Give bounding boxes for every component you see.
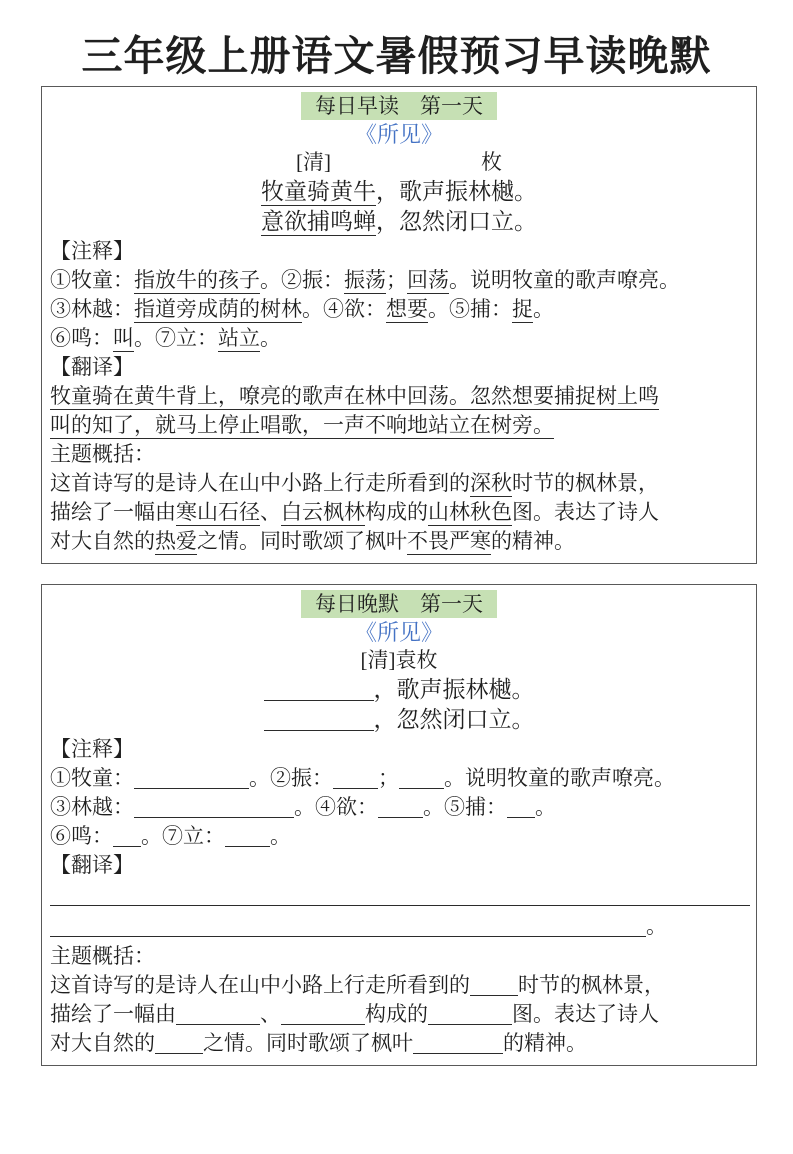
text-run: 。⑦立： [134, 326, 218, 350]
morning-header-row [50, 92, 748, 121]
morning-note-line-2 [50, 295, 748, 324]
fill-in-blank [470, 975, 518, 996]
text-run: 。 [646, 914, 667, 938]
morning-poem-line-1 [50, 177, 748, 207]
morning-poem-title: 《所见》 [354, 122, 443, 147]
fill-in-blank [399, 768, 444, 789]
morning-poem-line-2 [50, 207, 748, 237]
text-run: 。 [270, 824, 291, 848]
page-title: 三年级上册语文暑假预习早读晚默 [81, 33, 712, 79]
fill-in-blank [50, 916, 646, 937]
evening-theme-line-3 [50, 1029, 748, 1058]
text-run: 对大自然的 [50, 529, 155, 553]
fill-in-blank [281, 1004, 365, 1025]
author-name-fragment: 枚 [481, 150, 502, 174]
fill-in-blank [176, 1004, 260, 1025]
fill-in-blank [333, 768, 378, 789]
text-run: 。④欲： [302, 297, 386, 321]
text-run: 捉 [512, 297, 533, 321]
evening-translation-blank-line-1 [50, 880, 748, 911]
text-run: 叫的知了，就马上停止唱歌，一声不响地站立在树旁。 [50, 413, 554, 437]
fill-in-blank [50, 885, 750, 906]
text-run: 不畏严寒 [407, 529, 491, 553]
fill-in-blank [155, 1033, 203, 1054]
text-run: 牧童骑在黄牛背上，嘹亮的歌声在林中回荡。忽然想要捕捉树上鸣 [50, 384, 659, 408]
evening-theme-line-2 [50, 1000, 748, 1029]
morning-author-line [50, 148, 748, 177]
text-run: 、 [260, 500, 281, 524]
text-run: 。 [535, 795, 556, 819]
fill-in-blank [134, 768, 249, 789]
text-run: 时节的枫林景， [518, 973, 665, 997]
text-run: 。②振： [260, 268, 344, 292]
morning-theme-line-3 [50, 527, 748, 556]
text-run: 。②振： [249, 766, 333, 790]
fill-in-blank [264, 680, 374, 701]
text-run: 寒山石径 [176, 500, 260, 524]
evening-translation-blank-line-2 [50, 911, 748, 942]
text-run: 对大自然的 [50, 1031, 155, 1055]
text-run: 想要 [386, 297, 428, 321]
text-run: 。说明牧童的歌声嘹亮。 [444, 766, 675, 790]
text-run: 。⑤捕： [423, 795, 507, 819]
morning-header-badge: 每日早读 第一天 [301, 92, 497, 120]
text-run: ，忽然闭口立。 [376, 209, 537, 234]
evening-note-line-2 [50, 793, 748, 822]
text-run: ，歌声振林樾。 [376, 179, 537, 204]
text-run: 的精神。 [503, 1031, 587, 1055]
text-run: 深秋 [470, 471, 512, 495]
text-run: 山林秋色 [428, 500, 512, 524]
evening-theme-line-1 [50, 971, 748, 1000]
evening-notes-label: 【注释】 [50, 737, 134, 761]
text-run: ③林越： [50, 297, 134, 321]
evening-note-line-3 [50, 822, 748, 851]
evening-author-line: [清]袁枚 [360, 648, 438, 672]
evening-poem-title: 《所见》 [354, 620, 443, 645]
text-run: 、 [260, 1002, 281, 1026]
text-run: 这首诗写的是诗人在山中小路上行走所看到的 [50, 973, 470, 997]
text-run: 时节的枫林景， [512, 471, 659, 495]
fill-in-blank [507, 797, 535, 818]
evening-dictation-card [41, 584, 757, 1066]
text-run: 之情。同时歌颂了枫叶 [197, 529, 407, 553]
text-run: ； [378, 766, 399, 790]
text-run: 。 [260, 326, 281, 350]
text-run: 。 [533, 297, 554, 321]
text-run: ，忽然闭口立。 [373, 707, 535, 732]
text-run: ①牧童： [50, 766, 134, 790]
text-run: 的精神。 [491, 529, 575, 553]
morning-theme-label: 主题概括： [50, 442, 155, 466]
evening-theme-label: 主题概括： [50, 944, 155, 968]
evening-translation-label: 【翻译】 [50, 853, 134, 877]
text-run: 这首诗写的是诗人在山中小路上行走所看到的 [50, 471, 470, 495]
text-run: 描绘了一幅由 [50, 500, 176, 524]
text-run: 。⑦立： [141, 824, 225, 848]
morning-note-line-1 [50, 266, 748, 295]
text-run: ⑥鸣： [50, 824, 113, 848]
fill-in-blank [413, 1033, 503, 1054]
text-run: 构成的 [365, 500, 428, 524]
fill-in-blank [264, 710, 374, 731]
text-run: ③林越： [50, 795, 134, 819]
evening-note-line-1 [50, 764, 748, 793]
text-run: 图。表达了诗人 [512, 1002, 659, 1026]
text-run: 站立 [218, 326, 260, 350]
text-run: 图。表达了诗人 [512, 500, 659, 524]
text-run: 。④欲： [294, 795, 378, 819]
morning-notes-label: 【注释】 [50, 239, 134, 263]
fill-in-blank [428, 1004, 512, 1025]
fill-in-blank [134, 797, 294, 818]
morning-translation-label: 【翻译】 [50, 355, 134, 379]
text-run: ，歌声振林樾。 [373, 677, 535, 702]
morning-note-line-3 [50, 324, 748, 353]
evening-poem-line-2 [50, 705, 748, 735]
text-run: ⑥鸣： [50, 326, 113, 350]
text-run: 牧童骑黄牛 [261, 179, 376, 204]
morning-theme-line-1 [50, 469, 748, 498]
fill-in-blank [113, 826, 141, 847]
text-run: 回荡 [407, 268, 449, 292]
text-run: 之情。同时歌颂了枫叶 [203, 1031, 413, 1055]
fill-in-blank [225, 826, 270, 847]
text-run: 。⑤捕： [428, 297, 512, 321]
text-run: 热爱 [155, 529, 197, 553]
evening-poem-line-1 [50, 675, 748, 705]
text-run: 指道旁成荫的树林 [134, 297, 302, 321]
text-run: 振荡 [344, 268, 386, 292]
text-run: ①牧童： [50, 268, 134, 292]
text-run: 意欲捕鸣蝉 [261, 209, 376, 234]
evening-header-badge: 每日晚默 第一天 [301, 590, 497, 618]
fill-in-blank [378, 797, 423, 818]
text-run: ； [386, 268, 407, 292]
text-run: 描绘了一幅由 [50, 1002, 176, 1026]
text-run: 指放牛的孩子 [134, 268, 260, 292]
evening-header-row [50, 590, 748, 619]
morning-reading-card [41, 86, 757, 564]
text-run: 叫 [113, 326, 134, 350]
text-run: 构成的 [365, 1002, 428, 1026]
morning-translation-line-1 [50, 382, 748, 411]
author-dynasty: [清] [296, 150, 331, 174]
text-run: 。说明牧童的歌声嘹亮。 [449, 268, 680, 292]
text-run: 白云枫林 [281, 500, 365, 524]
morning-theme-line-2 [50, 498, 748, 527]
morning-translation-line-2 [50, 411, 748, 440]
